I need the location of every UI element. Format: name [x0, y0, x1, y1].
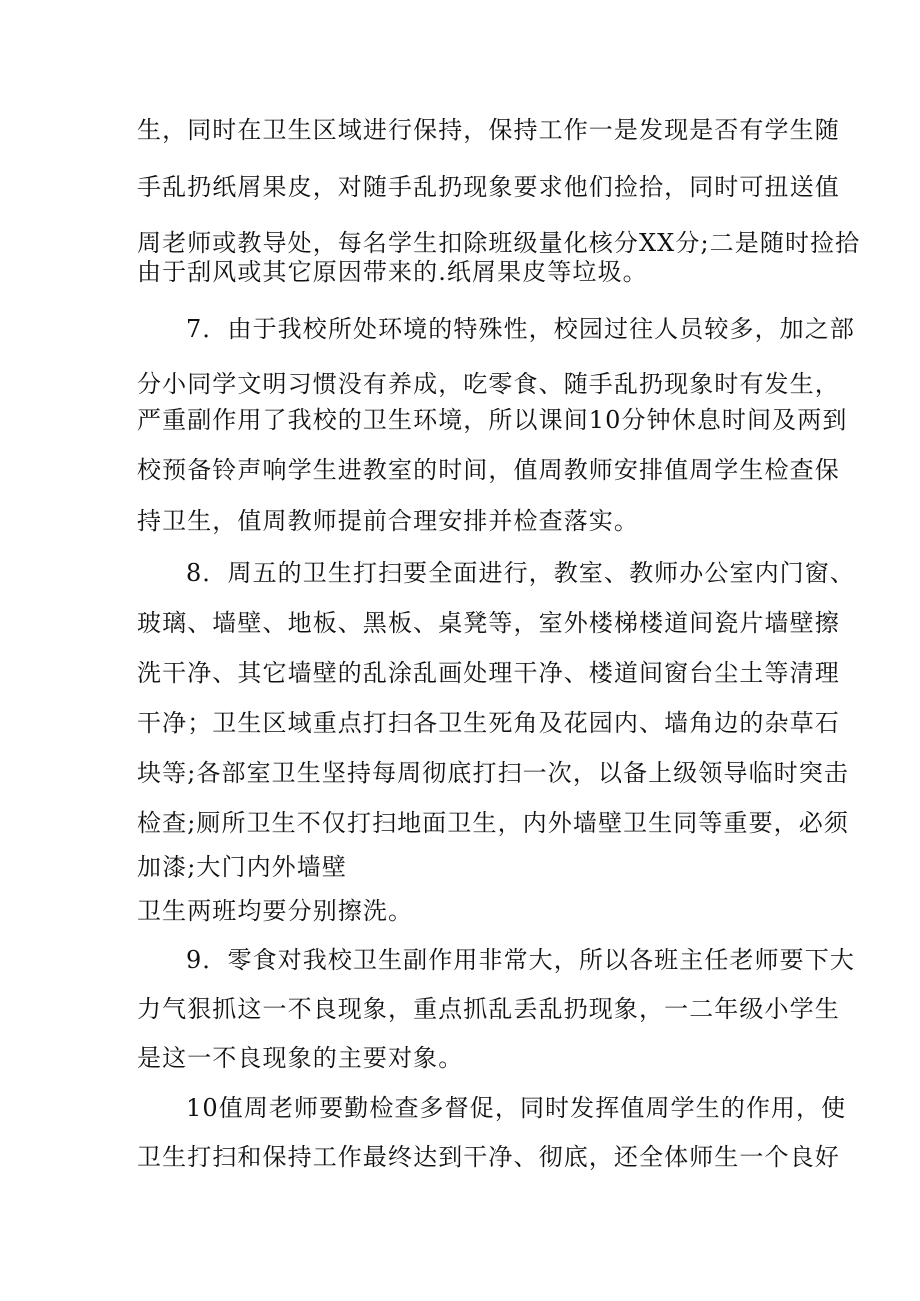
text-line: 力气狠抓这一不良现象，重点抓乱丢乱扔现象，一二年级小学生 [137, 995, 840, 1023]
text-line: 干净；卫生区域重点打扫各卫生死角及花园内、墙角边的杂草石 [137, 709, 840, 737]
text-line: 持卫生，值周教师提前合理安排并检查落实。 [137, 507, 639, 535]
text-line: 分小同学文明习惯没有养成，吃零食、随手乱扔现象时有发生， [137, 370, 840, 398]
text-line: 卫生打扫和保持工作最终达到干净、彻底，还全体师生一个良好 [137, 1143, 840, 1171]
text-line: 是这一不良现象的主要对象。 [137, 1044, 464, 1072]
text-line: 由于刮风或其它原因带来的.纸屑果皮等垃圾。 [137, 258, 648, 286]
text-line: 块等;各部室卫生坚持每周彻底打扫一次，以备上级领导临时突击 [137, 759, 849, 787]
text-line: 玻璃、墙壁、地板、黑板、桌凳等，室外楼梯楼道间瓷片墙壁擦 [137, 609, 840, 637]
paragraph-10-start: 10值周老师要勤检查多督促，同时发挥值周学生的作用，使 [186, 1094, 847, 1122]
text-line: 严重副作用了我校的卫生环境，所以课间10分钟休息时间及两到 [137, 406, 848, 434]
paragraph-8-start: 8．周五的卫生打扫要全面进行，教室、教师办公室内门窗、 [186, 559, 855, 587]
text-line: 校预备铃声响学生进教室的时间，值周教师安排值周学生检查保 [137, 456, 840, 484]
paragraph-9-start: 9．零食对我校卫生副作用非常大，所以各班主任老师要下大 [186, 946, 855, 974]
text-line: 卫生两班均要分别擦洗。 [137, 897, 414, 925]
text-line: 洗干净、其它墙壁的乱涂乱画处理干净、楼道间窗台尘土等清理 [137, 659, 840, 687]
text-line: 生，同时在卫生区域进行保持，保持工作一是发现是否有学生随 [137, 116, 840, 144]
text-line: 手乱扔纸屑果皮，对随手乱扔现象要求他们捡拾，同时可扭送值 [137, 173, 840, 201]
text-line: 加漆;大门内外墙壁 [137, 853, 347, 881]
text-line: 周老师或教导处，每名学生扣除班级量化核分XX分;二是随时捡拾 [137, 229, 861, 257]
text-line: 检查;厕所卫生不仅打扫地面卫生，内外墙壁卫生同等重要，必须 [137, 809, 849, 837]
paragraph-7-start: 7．由于我校所处环境的特殊性，校园过往人员较多，加之部 [186, 315, 855, 343]
